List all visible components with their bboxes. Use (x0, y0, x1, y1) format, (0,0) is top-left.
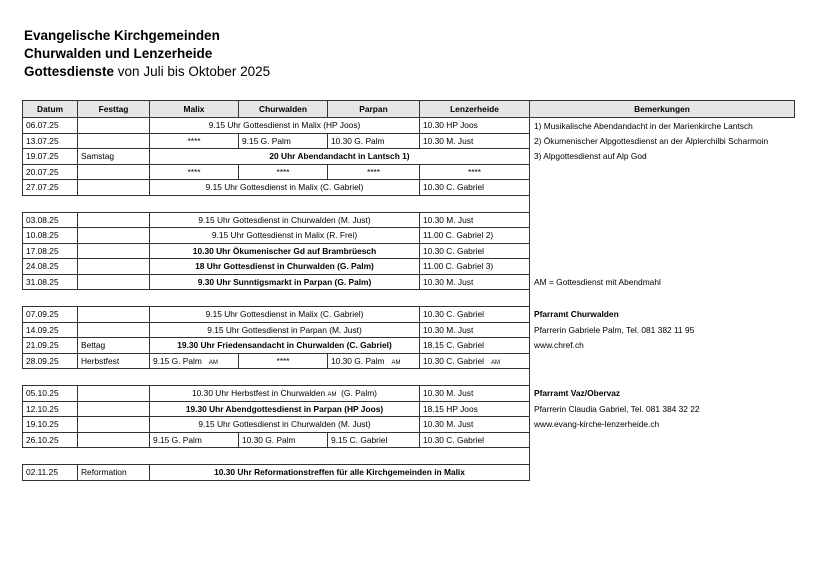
cell-churwalden: **** (239, 353, 328, 369)
abendmahl-marker: AM (391, 359, 401, 366)
cell-combined-service: 9.15 Uhr Gottesdienst in Malix (HP Joos) (150, 118, 420, 134)
cell-combined-service: 10.30 Uhr Reformationstreffen für alle Kirchgemeinden in Malix (150, 465, 530, 481)
cell-bemerkung: 2) Ökumenischer Alpgottesdienst an der Älplerchilbi Scharmoin (530, 133, 795, 149)
cell-bemerkung: 3) Alpgottesdienst auf Alp God (530, 149, 795, 165)
cell-festtag (78, 386, 150, 402)
cell-bemerkung (530, 180, 795, 196)
cell-bemerkung (530, 259, 795, 275)
cell-lenzerheide: 10.30 M. Just (420, 417, 530, 433)
cell-lenzerheide: 10.30 M. Just (420, 133, 530, 149)
table-row (23, 243, 795, 259)
cell-parpan: 9.15 C. Gabriel (328, 432, 420, 448)
cell-bemerkung (530, 212, 795, 228)
cell-combined-service: 9.15 Uhr Gottesdienst in Parpan (M. Just) (150, 322, 420, 338)
cell-festtag (78, 133, 150, 149)
cell-datum: 13.07.25 (23, 133, 78, 149)
month-gap (23, 448, 795, 465)
cell-lenzerheide: 10.30 C. Gabriel (420, 180, 530, 196)
cell-bemerkung: AM = Gottesdienst mit Abendmahl (530, 274, 795, 290)
cell-datum: 06.07.25 (23, 118, 78, 134)
cell-festtag (78, 307, 150, 323)
cell-lenzerheide: 10.30 M. Just (420, 274, 530, 290)
cell-festtag (78, 259, 150, 275)
abendmahl-marker: AM (327, 392, 337, 399)
cell-datum: 10.08.25 (23, 228, 78, 244)
table-row (23, 353, 795, 369)
cell-bemerkung: Pfarrerin Gabriele Palm, Tel. 081 382 11 95 (530, 322, 795, 338)
table-row (23, 212, 795, 228)
cell-combined-service: 19.30 Uhr Abendgottesdienst in Parpan (HP Joos) (150, 401, 420, 417)
cell-datum: 26.10.25 (23, 432, 78, 448)
header-line-3-bold: Gottesdienste (24, 64, 115, 79)
table-row (23, 118, 795, 134)
cell-bemerkung: Pfarrerin Claudia Gabriel, Tel. 081 384 32 22 (530, 401, 795, 417)
cell-parpan: 10.30 G. Palm (328, 133, 420, 149)
parpan-entry: 10.30 G. Palm (331, 355, 385, 366)
column-header-churwalden: Churwalden (239, 101, 328, 118)
service-pastor: (G. Palm) (341, 388, 377, 399)
header-line-3-rest: von Juli bis Oktober 2025 (117, 64, 271, 79)
cell-datum: 20.07.25 (23, 164, 78, 180)
cell-bemerkung-link[interactable]: www.evang-kirche-lenzerheide.ch (530, 417, 795, 433)
cell-datum: 17.08.25 (23, 243, 78, 259)
cell-festtag (78, 212, 150, 228)
table-row (23, 417, 795, 433)
table-row (23, 149, 795, 165)
table-row (23, 386, 795, 402)
cell-lenzerheide: 18.15 C. Gabriel (420, 338, 530, 354)
cell-bemerkung: 1) Musikalische Abendandacht in der Marienkirche Lantsch (530, 118, 795, 134)
cell-combined-service: 9.30 Uhr Sunntigsmarkt in Parpan (G. Palm) (150, 274, 420, 290)
cell-bemerkung (530, 243, 795, 259)
cell-datum: 03.08.25 (23, 212, 78, 228)
cell-combined-service: 18 Uhr Gottesdienst in Churwalden (G. Palm) (150, 259, 420, 275)
cell-bemerkung (530, 432, 795, 448)
cell-bemerkung (530, 465, 795, 481)
cell-churwalden: **** (239, 164, 328, 180)
cell-combined-service (150, 386, 420, 402)
abendmahl-marker: AM (208, 359, 218, 366)
cell-festtag (78, 243, 150, 259)
cell-bemerkung-link[interactable]: www.chref.ch (530, 338, 795, 354)
service-text: 10.30 Uhr Herbstfest in Churwalden (192, 388, 326, 399)
table-row (23, 164, 795, 180)
cell-combined-service: 9.15 Uhr Gottesdienst in Malix (C. Gabriel) (150, 180, 420, 196)
schedule-table (22, 100, 795, 481)
cell-lenzerheide: 11.00 C. Gabriel 3) (420, 259, 530, 275)
month-gap (23, 369, 795, 386)
cell-festtag: Herbstfest (78, 353, 150, 369)
cell-datum: 12.10.25 (23, 401, 78, 417)
table-row (23, 338, 795, 354)
cell-lenzerheide: **** (420, 164, 530, 180)
cell-lenzerheide: 10.30 C. Gabriel (420, 307, 530, 323)
malix-entry: 9.15 G. Palm (153, 355, 202, 366)
cell-datum: 19.10.25 (23, 417, 78, 433)
table-row (23, 228, 795, 244)
cell-malix: **** (150, 133, 239, 149)
cell-datum: 19.07.25 (23, 149, 78, 165)
abendmahl-marker: AM (490, 359, 500, 366)
column-header-datum: Datum (23, 101, 78, 118)
cell-bemerkung (530, 353, 795, 369)
lenzerheide-entry: 10.30 C. Gabriel (423, 355, 484, 366)
table-row (23, 432, 795, 448)
cell-combined-service: 9.15 Uhr Gottesdienst in Churwalden (M. Just) (150, 417, 420, 433)
table-header-row (23, 101, 795, 118)
header-line-3 (24, 64, 270, 79)
column-header-lenzerheide: Lenzerheide (420, 101, 530, 118)
cell-festtag (78, 118, 150, 134)
month-gap (23, 290, 795, 307)
cell-datum: 07.09.25 (23, 307, 78, 323)
cell-malix: **** (150, 164, 239, 180)
column-header-parpan: Parpan (328, 101, 420, 118)
table-row (23, 274, 795, 290)
cell-festtag (78, 432, 150, 448)
cell-malix (150, 353, 239, 369)
cell-combined-service: 10.30 Uhr Ökumenischer Gd auf Brambrüesch (150, 243, 420, 259)
cell-churwalden: 10.30 G. Palm (239, 432, 328, 448)
cell-combined-service: 9.15 Uhr Gottesdienst in Churwalden (M. Just) (150, 212, 420, 228)
cell-festtag (78, 228, 150, 244)
table-row (23, 465, 795, 481)
header-line-1: Evangelische Kirchgemeinden (24, 28, 220, 43)
table-row (23, 259, 795, 275)
cell-bemerkung (530, 228, 795, 244)
cell-datum: 31.08.25 (23, 274, 78, 290)
cell-lenzerheide (420, 353, 530, 369)
cell-combined-service: 19.30 Uhr Friedensandacht in Churwalden (C. Gabriel) (150, 338, 420, 354)
cell-datum: 24.08.25 (23, 259, 78, 275)
table-row (23, 180, 795, 196)
cell-festtag: Samstag (78, 149, 150, 165)
cell-festtag: Bettag (78, 338, 150, 354)
cell-datum: 05.10.25 (23, 386, 78, 402)
cell-bemerkung: Pfarramt Vaz/Obervaz (530, 386, 795, 402)
column-header-festtag: Festtag (78, 101, 150, 118)
cell-combined-service: 20 Uhr Abendandacht in Lantsch 1) (150, 149, 530, 165)
cell-malix: 9.15 G. Palm (150, 432, 239, 448)
cell-datum: 14.09.25 (23, 322, 78, 338)
table-row (23, 322, 795, 338)
table-row (23, 401, 795, 417)
table-row (23, 133, 795, 149)
column-header-bemerkungen: Bemerkungen (530, 101, 795, 118)
cell-parpan: **** (328, 164, 420, 180)
cell-lenzerheide: 10.30 M. Just (420, 212, 530, 228)
cell-parpan (328, 353, 420, 369)
column-header-malix: Malix (150, 101, 239, 118)
cell-bemerkung: Pfarramt Churwalden (530, 307, 795, 323)
cell-lenzerheide: 10.30 C. Gabriel (420, 243, 530, 259)
cell-festtag (78, 417, 150, 433)
cell-festtag: Reformation (78, 465, 150, 481)
cell-bemerkung (530, 164, 795, 180)
cell-festtag (78, 274, 150, 290)
cell-datum: 28.09.25 (23, 353, 78, 369)
cell-combined-service: 9.15 Uhr Gottesdienst in Malix (R. Frei) (150, 228, 420, 244)
table-row (23, 307, 795, 323)
month-gap (23, 195, 795, 212)
cell-datum: 27.07.25 (23, 180, 78, 196)
cell-festtag (78, 322, 150, 338)
cell-datum: 02.11.25 (23, 465, 78, 481)
cell-lenzerheide: 10.30 C. Gabriel (420, 432, 530, 448)
cell-lenzerheide: 10.30 M. Just (420, 322, 530, 338)
header-line-2: Churwalden und Lenzerheide (24, 46, 213, 61)
cell-festtag (78, 401, 150, 417)
cell-combined-service: 9.15 Uhr Gottesdienst in Malix (C. Gabriel) (150, 307, 420, 323)
cell-festtag (78, 164, 150, 180)
cell-churwalden: 9.15 G. Palm (239, 133, 328, 149)
cell-lenzerheide: 10.30 M. Just (420, 386, 530, 402)
cell-lenzerheide: 18.15 HP Joos (420, 401, 530, 417)
cell-lenzerheide: 10.30 HP Joos (420, 118, 530, 134)
cell-lenzerheide: 11.00 C. Gabriel 2) (420, 228, 530, 244)
cell-datum: 21.09.25 (23, 338, 78, 354)
cell-festtag (78, 180, 150, 196)
